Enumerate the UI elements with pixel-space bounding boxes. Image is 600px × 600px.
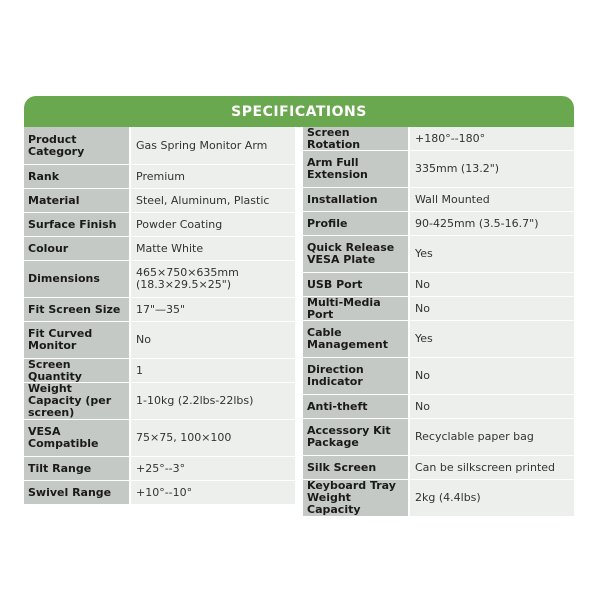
spec-row bbox=[303, 236, 574, 273]
spec-row bbox=[24, 359, 295, 383]
spec-value: +25°--3° bbox=[131, 457, 295, 480]
spec-label: Tilt Range bbox=[24, 457, 129, 480]
spec-label: Surface Finish bbox=[24, 213, 129, 236]
spec-row bbox=[303, 358, 574, 395]
spec-value: Steel, Aluminum, Plastic bbox=[131, 189, 295, 212]
spec-value: No bbox=[410, 273, 574, 296]
spec-label: USB Port bbox=[303, 273, 408, 296]
spec-label: Product Category bbox=[24, 127, 129, 164]
spec-label: Profile bbox=[303, 212, 408, 235]
spec-row bbox=[24, 261, 295, 298]
left-column bbox=[24, 127, 295, 517]
spec-row bbox=[24, 213, 295, 237]
spec-value: Gas Spring Monitor Arm bbox=[131, 127, 295, 164]
spec-row bbox=[24, 237, 295, 261]
spec-label: Fit Screen Size bbox=[24, 298, 129, 321]
spec-value: 75×75, 100×100 bbox=[131, 420, 295, 456]
spec-value: Powder Coating bbox=[131, 213, 295, 236]
spec-label: Screen Quantity bbox=[24, 359, 129, 382]
spec-label: Silk Screen bbox=[303, 456, 408, 479]
spec-label: Colour bbox=[24, 237, 129, 260]
spec-row bbox=[303, 456, 574, 480]
spec-row bbox=[303, 321, 574, 358]
spec-value: +10°--10° bbox=[131, 481, 295, 504]
spec-row bbox=[303, 127, 574, 151]
spec-label: Swivel Range bbox=[24, 481, 129, 504]
spec-row bbox=[24, 298, 295, 322]
spec-value: 1 bbox=[131, 359, 295, 382]
spec-label: Accessory Kit Package bbox=[303, 419, 408, 455]
spec-value: Premium bbox=[131, 165, 295, 188]
spec-label: Cable Management bbox=[303, 321, 408, 357]
table-body bbox=[24, 127, 574, 517]
spec-value: No bbox=[410, 358, 574, 394]
spec-value: 335mm (13.2") bbox=[410, 151, 574, 187]
spec-row bbox=[303, 480, 574, 517]
spec-row bbox=[303, 395, 574, 419]
spec-value: Yes bbox=[410, 236, 574, 272]
spec-label: Weight Capacity (per screen) bbox=[24, 383, 129, 419]
spec-label: Direction Indicator bbox=[303, 358, 408, 394]
spec-value: No bbox=[410, 297, 574, 320]
spec-label: Fit Curved Monitor bbox=[24, 322, 129, 358]
spec-value: 90-425mm (3.5-16.7") bbox=[410, 212, 574, 235]
spec-row bbox=[24, 383, 295, 420]
table-title: SPECIFICATIONS bbox=[24, 96, 574, 127]
spec-value: Matte White bbox=[131, 237, 295, 260]
spec-row bbox=[303, 273, 574, 297]
spec-value: 2kg (4.4lbs) bbox=[410, 480, 574, 516]
spec-label: Screen Rotation bbox=[303, 127, 408, 150]
spec-label: Keyboard Tray Weight Capacity bbox=[303, 480, 408, 516]
specifications-table bbox=[24, 96, 574, 517]
spec-value: Yes bbox=[410, 321, 574, 357]
right-column bbox=[303, 127, 574, 517]
spec-row bbox=[303, 188, 574, 212]
spec-row bbox=[303, 419, 574, 456]
spec-value: No bbox=[131, 322, 295, 358]
spec-label: Arm Full Extension bbox=[303, 151, 408, 187]
spec-label: Rank bbox=[24, 165, 129, 188]
spec-label: Anti-theft bbox=[303, 395, 408, 418]
spec-label: Material bbox=[24, 189, 129, 212]
spec-value: 465×750×635mm (18.3×29.5×25") bbox=[131, 261, 295, 297]
spec-value: +180°--180° bbox=[410, 127, 574, 150]
spec-value: Can be silkscreen printed bbox=[410, 456, 574, 479]
spec-row bbox=[24, 481, 295, 505]
spec-value: 1-10kg (2.2lbs-22lbs) bbox=[131, 383, 295, 419]
spec-label: Dimensions bbox=[24, 261, 129, 297]
spec-row bbox=[24, 457, 295, 481]
spec-row bbox=[24, 322, 295, 359]
spec-row bbox=[24, 127, 295, 165]
spec-label: Quick Release VESA Plate bbox=[303, 236, 408, 272]
spec-row bbox=[303, 297, 574, 321]
spec-value: Wall Mounted bbox=[410, 188, 574, 211]
spec-row bbox=[24, 420, 295, 457]
spec-row bbox=[24, 165, 295, 189]
spec-value: No bbox=[410, 395, 574, 418]
spec-row bbox=[24, 189, 295, 213]
spec-value: Recyclable paper bag bbox=[410, 419, 574, 455]
spec-label: Installation bbox=[303, 188, 408, 211]
spec-row bbox=[303, 151, 574, 188]
spec-label: VESA Compatible bbox=[24, 420, 129, 456]
spec-row bbox=[303, 212, 574, 236]
spec-label: Multi-Media Port bbox=[303, 297, 408, 320]
spec-value: 17"—35" bbox=[131, 298, 295, 321]
